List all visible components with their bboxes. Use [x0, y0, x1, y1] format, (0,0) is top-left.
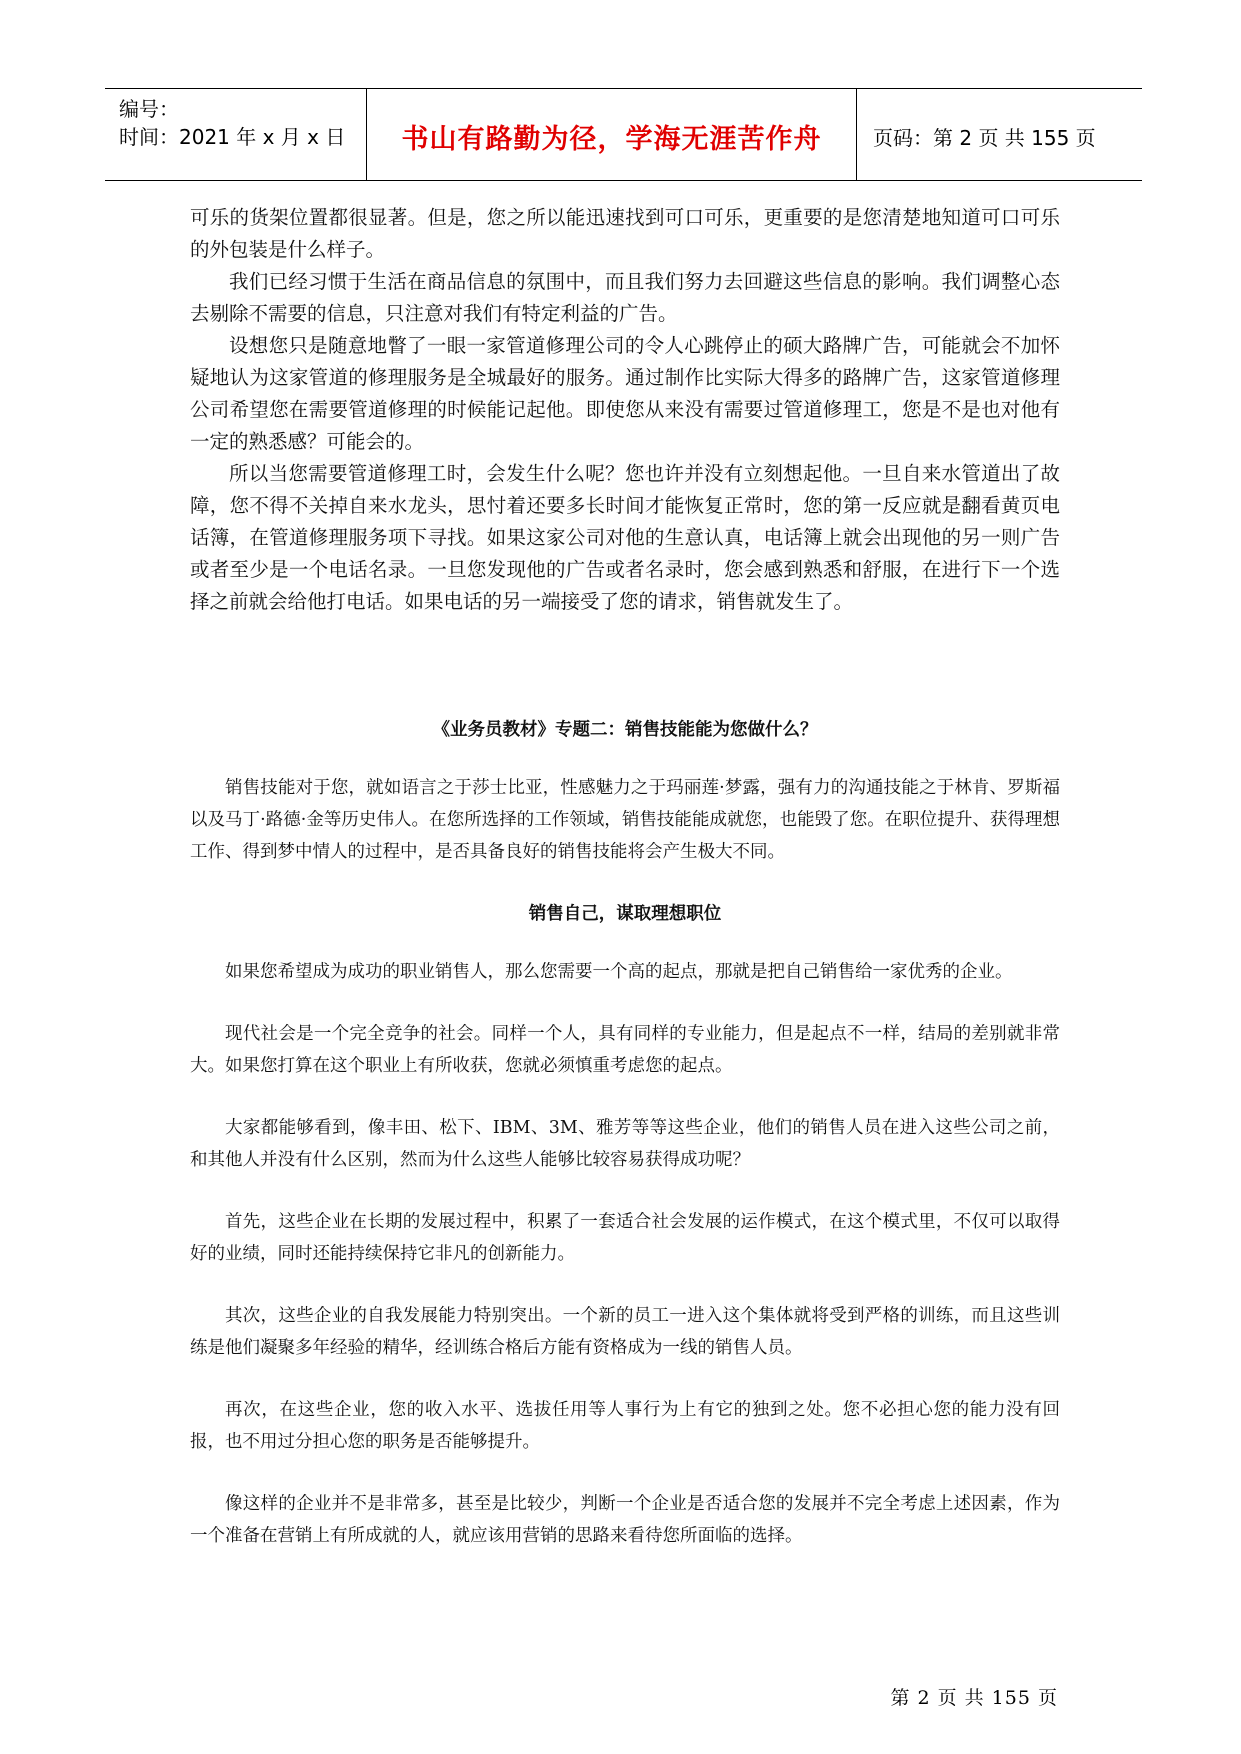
section-title: 《业务员教材》专题二：销售技能能为您做什么？ [432, 720, 818, 740]
paragraph: 所以当您需要管道修理工时，会发生什么呢？您也许并没有立刻想起他。一旦自来水管道出了故障，您不得不关掉自来水龙头，思忖着还要多长时间才能恢复正常时，您的第一反应就是翻看黄页电话簿，在管道修理服务项下寻找。如果这家公司对他的生意认真，电话簿上就会出现他的另一则广告或者至少是一个电话名录。一旦您发现他的广告或者名录时，您会感到熟悉和舒服，在进行下一个选择之前就会给他打电话。如果电话的另一端接受了您的请求，销售就发生了。 [190, 462, 1060, 613]
paragraph: 再次，在这些企业，您的收入水平、选拔任用等人事行为上有它的独到之处。您不必担心您的能力没有回报，也不用过分担心您的职务是否能够提升。 [190, 1400, 1060, 1452]
paragraph: 我们已经习惯于生活在商品信息的氛围中，而且我们努力去回避这些信息的影响。我们调整心态去剔除不需要的信息，只注意对我们有特定利益的广告。 [190, 270, 1060, 325]
paragraph: 首先，这些企业在长期的发展过程中，积累了一套适合社会发展的运作模式，在这个模式里，不仅可以取得好的业绩，同时还能持续保持它非凡的创新能力。 [190, 1212, 1060, 1264]
paragraph: 现代社会是一个完全竞争的社会。同样一个人，具有同样的专业能力，但是起点不一样，结局的差别就非常大。如果您打算在这个职业上有所收获，您就必须慎重考虑您的起点。 [190, 1024, 1060, 1076]
paragraph: 其次，这些企业的自我发展能力特别突出。一个新的员工一进入这个集体就将受到严格的训练，而且这些训练是他们凝聚多年经验的精华，经训练合格后方能有资格成为一线的销售人员。 [190, 1306, 1060, 1358]
paragraph: 可乐的货架位置都很显著。但是，您之所以能迅速找到可口可乐，更重要的是您清楚地知道可口可乐的外包装是什么样子。 [190, 206, 1060, 261]
time-label: 时间：2021 年 x 月 x 日 [119, 125, 346, 149]
header-info-cell [105, 89, 367, 180]
page-header [105, 88, 1142, 181]
paragraph: 大家都能够看到，像丰田、松下、IBM、3M、雅芳等等这些企业，他们的销售人员在进入这些公司之前，和其他人并没有什么区别，然而为什么这些人能够比较容易获得成功呢？ [190, 1118, 1060, 1170]
footer-page-number: 第 2 页 共 155 页 [890, 1687, 1058, 1709]
paragraph: 设想您只是随意地瞥了一眼一家管道修理公司的令人心跳停止的硕大路牌广告，可能就会不加怀疑地认为这家管道的修理服务是全城最好的服务。通过制作比实际大得多的路牌广告，这家管道修理公司希望您在需要管道修理的时候能记起他。即使您从来没有需要过管道修理工，您是不是也对他有一定的熟悉感？可能会的。 [190, 334, 1060, 453]
header-motto: 书山有路勤为径，学海无涯苦作舟 [367, 89, 857, 180]
paragraph: 如果您希望成为成功的职业销售人，那么您需要一个高的起点，那就是把自己销售给一家优秀的企业。 [225, 962, 1013, 982]
intro-paragraph: 销售技能对于您，就如语言之于莎士比亚，性感魅力之于玛丽莲·梦露，强有力的沟通技能之于林肯、罗斯福以及马丁·路德·金等历史伟人。在您所选择的工作领域，销售技能能成就您，也能毁了您。在职位提升、获得理想工作、得到梦中情人的过程中，是否具备良好的销售技能将会产生极大不同。 [190, 778, 1060, 862]
continued-section [190, 202, 1060, 618]
serial-number-label: 编号： [119, 97, 179, 121]
header-page-number: 页码：第 2 页 共 155 页 [873, 126, 1096, 150]
paragraph: 像这样的企业并不是非常多，甚至是比较少，判断一个企业是否适合您的发展并不完全考虑上述因素，作为一个准备在营销上有所成就的人，就应该用营销的思路来看待您所面临的选择。 [190, 1494, 1060, 1546]
topic-two-section [190, 714, 1060, 1582]
section-subtitle: 销售自己，谋取理想职位 [528, 904, 722, 924]
